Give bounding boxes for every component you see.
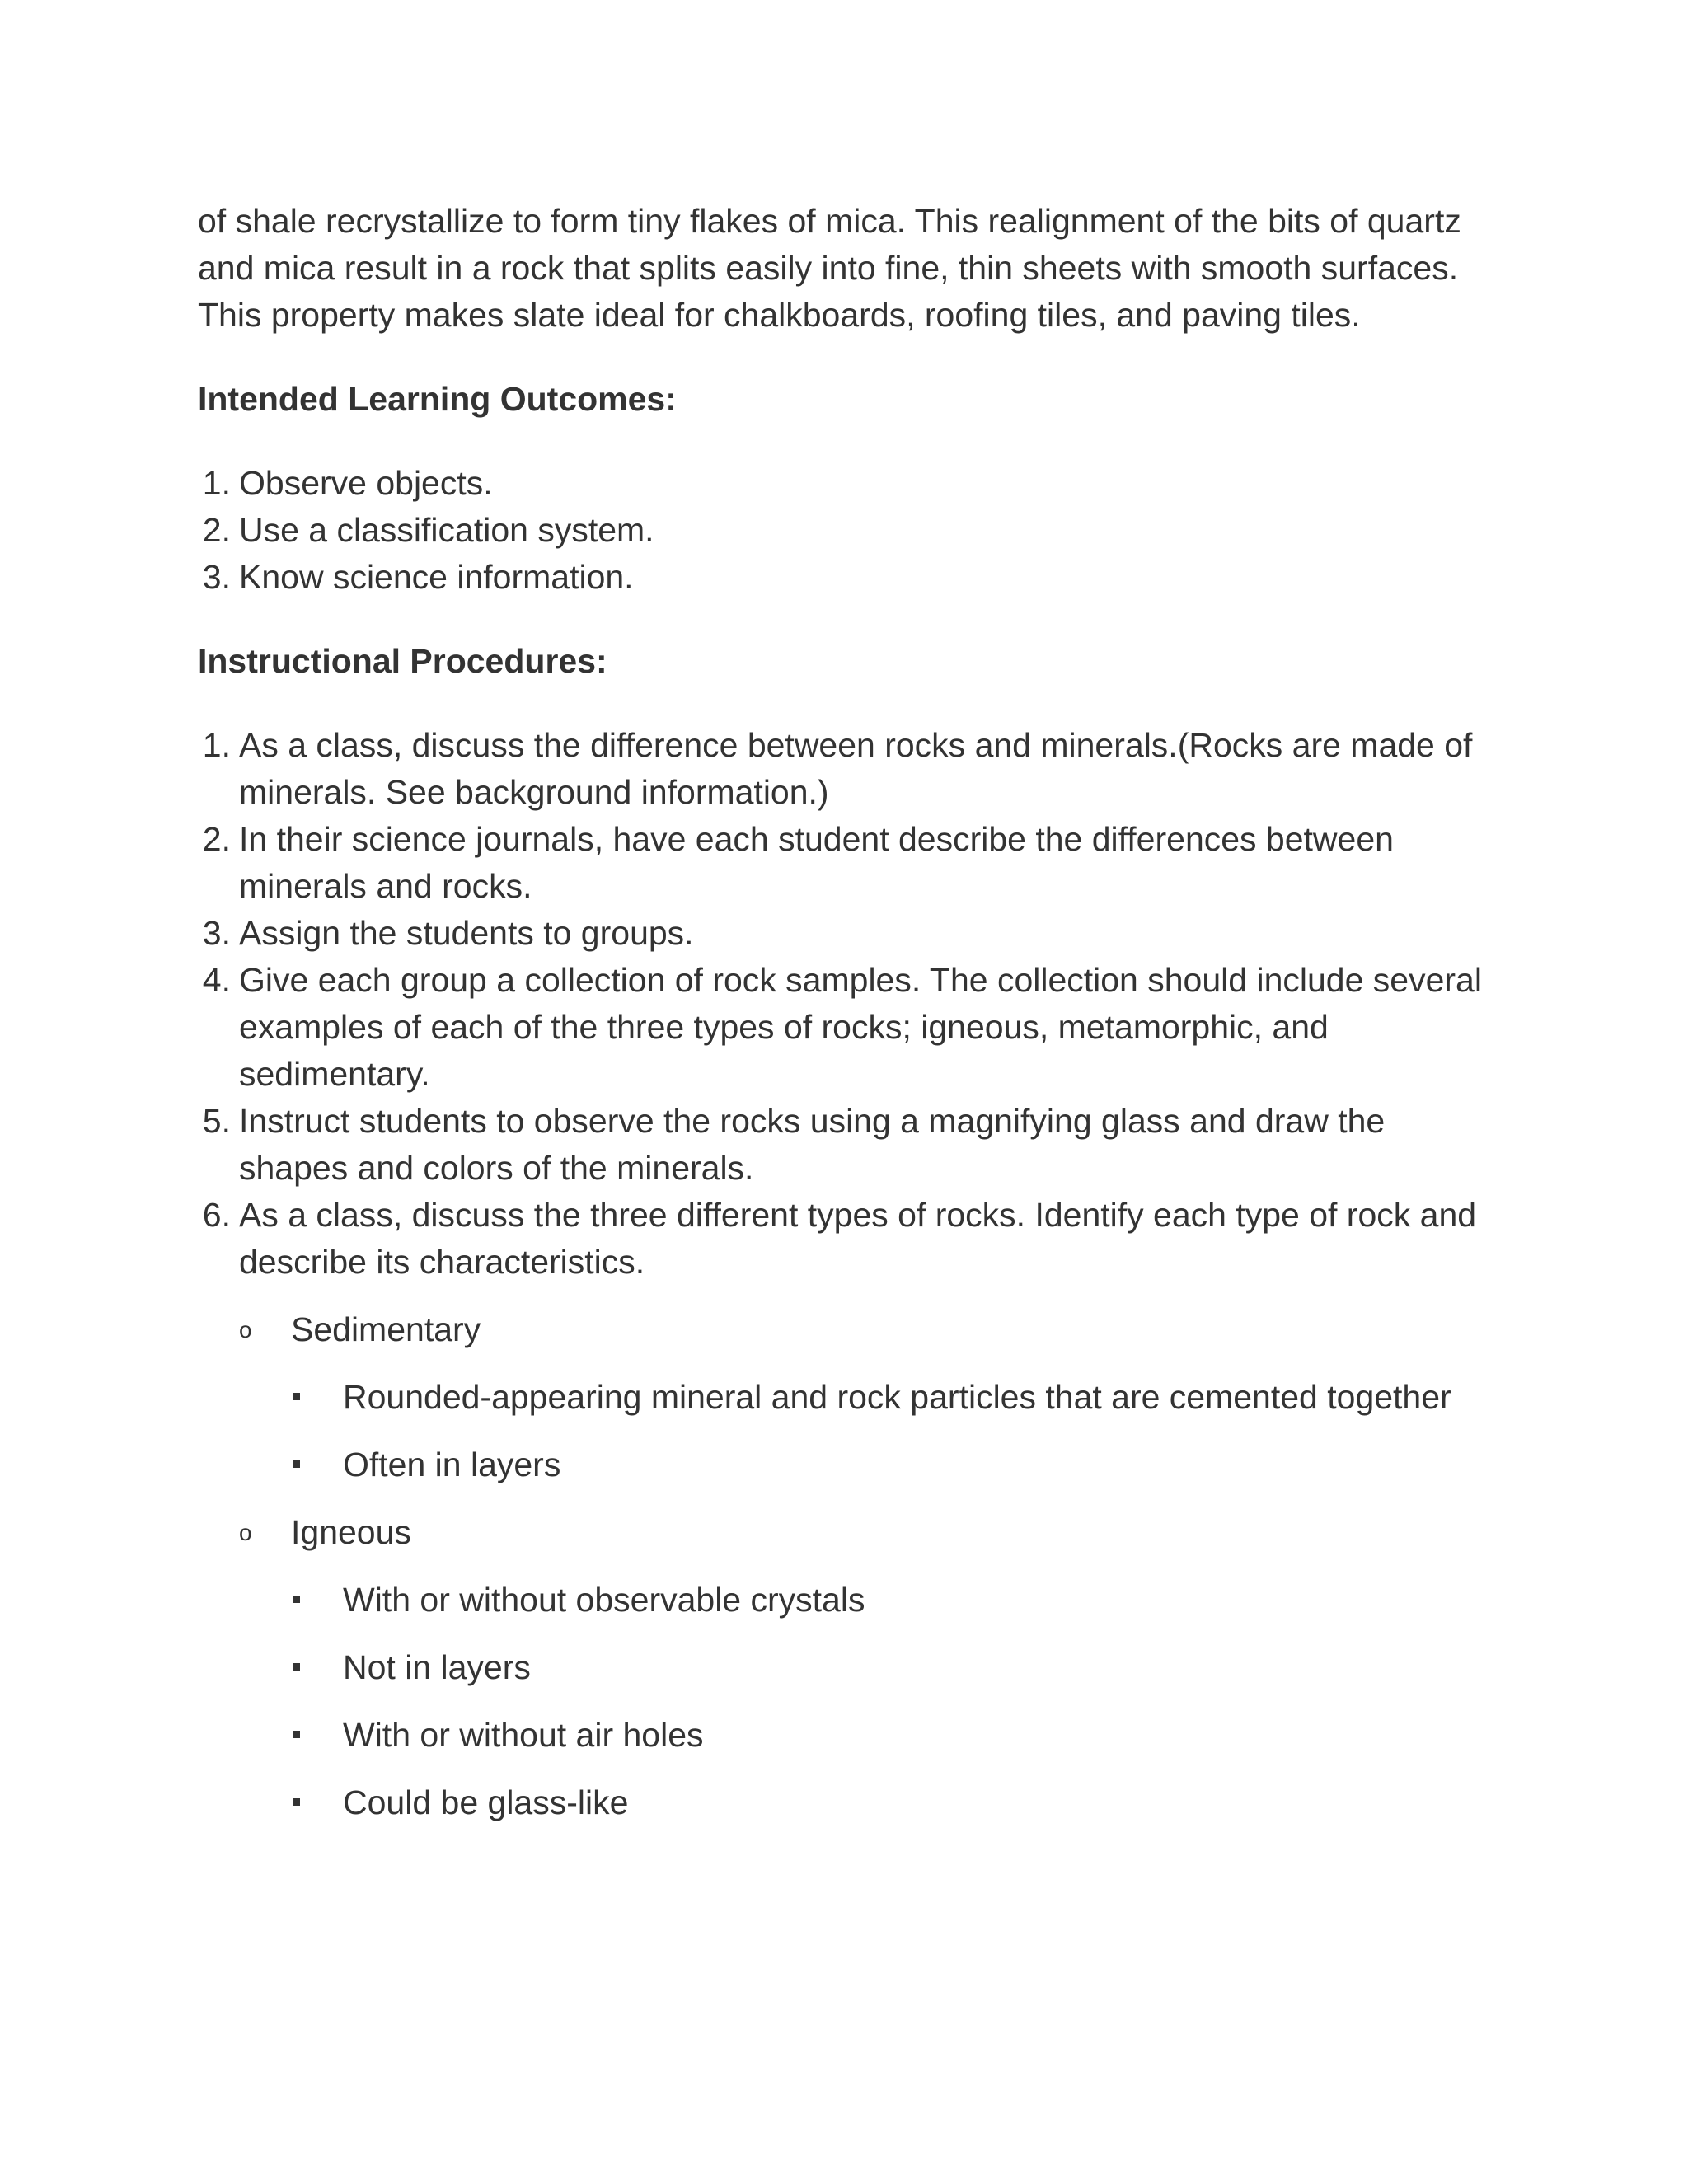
list-item: [198, 554, 1500, 601]
list-number: 4.: [202, 961, 231, 999]
rock-type-sedimentary: [198, 1306, 1500, 1353]
igneous-traits-list: [198, 1577, 1500, 1826]
hollow-circle-bullet-icon: o: [239, 1520, 252, 1545]
list-number: 1.: [202, 726, 231, 764]
rock-type-name: Sedimentary: [291, 1310, 481, 1348]
list-item-text: Give each group a collection of rock samples. The collection should include several examples of each of the three types of rocks; igneous, metamorphic, and sedimentary.: [239, 961, 1482, 1093]
list-item-text: Often in layers: [343, 1446, 561, 1483]
list-item-text: As a class, discuss the difference between rocks and minerals.(Rocks are made of minerals. See background information.): [239, 726, 1473, 811]
square-bullet-icon: [293, 1798, 300, 1806]
square-bullet-icon: [293, 1460, 300, 1468]
list-item: [198, 722, 1500, 816]
list-item-text: With or without air holes: [343, 1716, 704, 1754]
list-item-text: Observe objects.: [239, 464, 493, 502]
list-item: [198, 1712, 1500, 1759]
sedimentary-traits-list: [198, 1374, 1500, 1488]
list-item-text: Not in layers: [343, 1648, 531, 1686]
list-item: [198, 507, 1500, 554]
list-number: 1.: [202, 464, 231, 502]
list-item-text: Use a classification system.: [239, 511, 654, 549]
square-bullet-icon: [293, 1663, 300, 1671]
list-number: 2.: [202, 820, 231, 858]
list-item: [198, 1192, 1500, 1286]
square-bullet-icon: [293, 1596, 300, 1603]
rock-type-igneous: [198, 1509, 1500, 1556]
procedures-heading: Instructional Procedures:: [198, 642, 607, 680]
list-item-text: Assign the students to groups.: [239, 914, 694, 952]
list-item-text: With or without observable crystals: [343, 1581, 865, 1619]
list-item: [198, 1098, 1500, 1192]
list-item: [198, 1577, 1500, 1624]
list-item-text: Could be glass-like: [343, 1783, 629, 1821]
outcomes-list: [198, 460, 1500, 601]
procedures-list: [198, 722, 1500, 1286]
list-number: 2.: [202, 511, 231, 549]
rock-type-name: Igneous: [291, 1513, 411, 1551]
list-item-text: As a class, discuss the three different types of rocks. Identify each type of rock and describe its characteristics.: [239, 1196, 1477, 1281]
hollow-circle-bullet-icon: o: [239, 1317, 252, 1343]
intro-paragraph: of shale recrystallize to form tiny flakes of mica. This realignment of the bits of quartz and mica result in a rock that splits easily into fine, thin sheets with smooth surfaces. This property makes slate ideal for chalkboards, roofing tiles, and paving tiles.: [198, 202, 1461, 334]
list-item: [198, 910, 1500, 957]
outcomes-heading: Intended Learning Outcomes:: [198, 380, 677, 418]
list-number: 5.: [202, 1102, 231, 1140]
list-item-text: In their science journals, have each student describe the differences between minerals and rocks.: [239, 820, 1394, 905]
list-item-text: Instruct students to observe the rocks using a magnifying glass and draw the shapes and colors of the minerals.: [239, 1102, 1386, 1187]
list-number: 3.: [202, 914, 231, 952]
list-item: [198, 1779, 1500, 1826]
rock-types-list-continued: [198, 1509, 1500, 1556]
square-bullet-icon: [293, 1393, 300, 1400]
square-bullet-icon: [293, 1731, 300, 1738]
list-number: 3.: [202, 558, 231, 596]
list-item: [198, 1441, 1500, 1488]
rock-types-list: [198, 1306, 1500, 1353]
document-page: [198, 198, 1500, 1826]
list-item: [198, 460, 1500, 507]
list-item: [198, 957, 1500, 1098]
list-item: [198, 1644, 1500, 1691]
list-item: [198, 1374, 1500, 1421]
list-item-text: Rounded-appearing mineral and rock particles that are cemented together: [343, 1378, 1451, 1416]
list-number: 6.: [202, 1196, 231, 1234]
list-item-text: Know science information.: [239, 558, 634, 596]
list-item: [198, 816, 1500, 910]
